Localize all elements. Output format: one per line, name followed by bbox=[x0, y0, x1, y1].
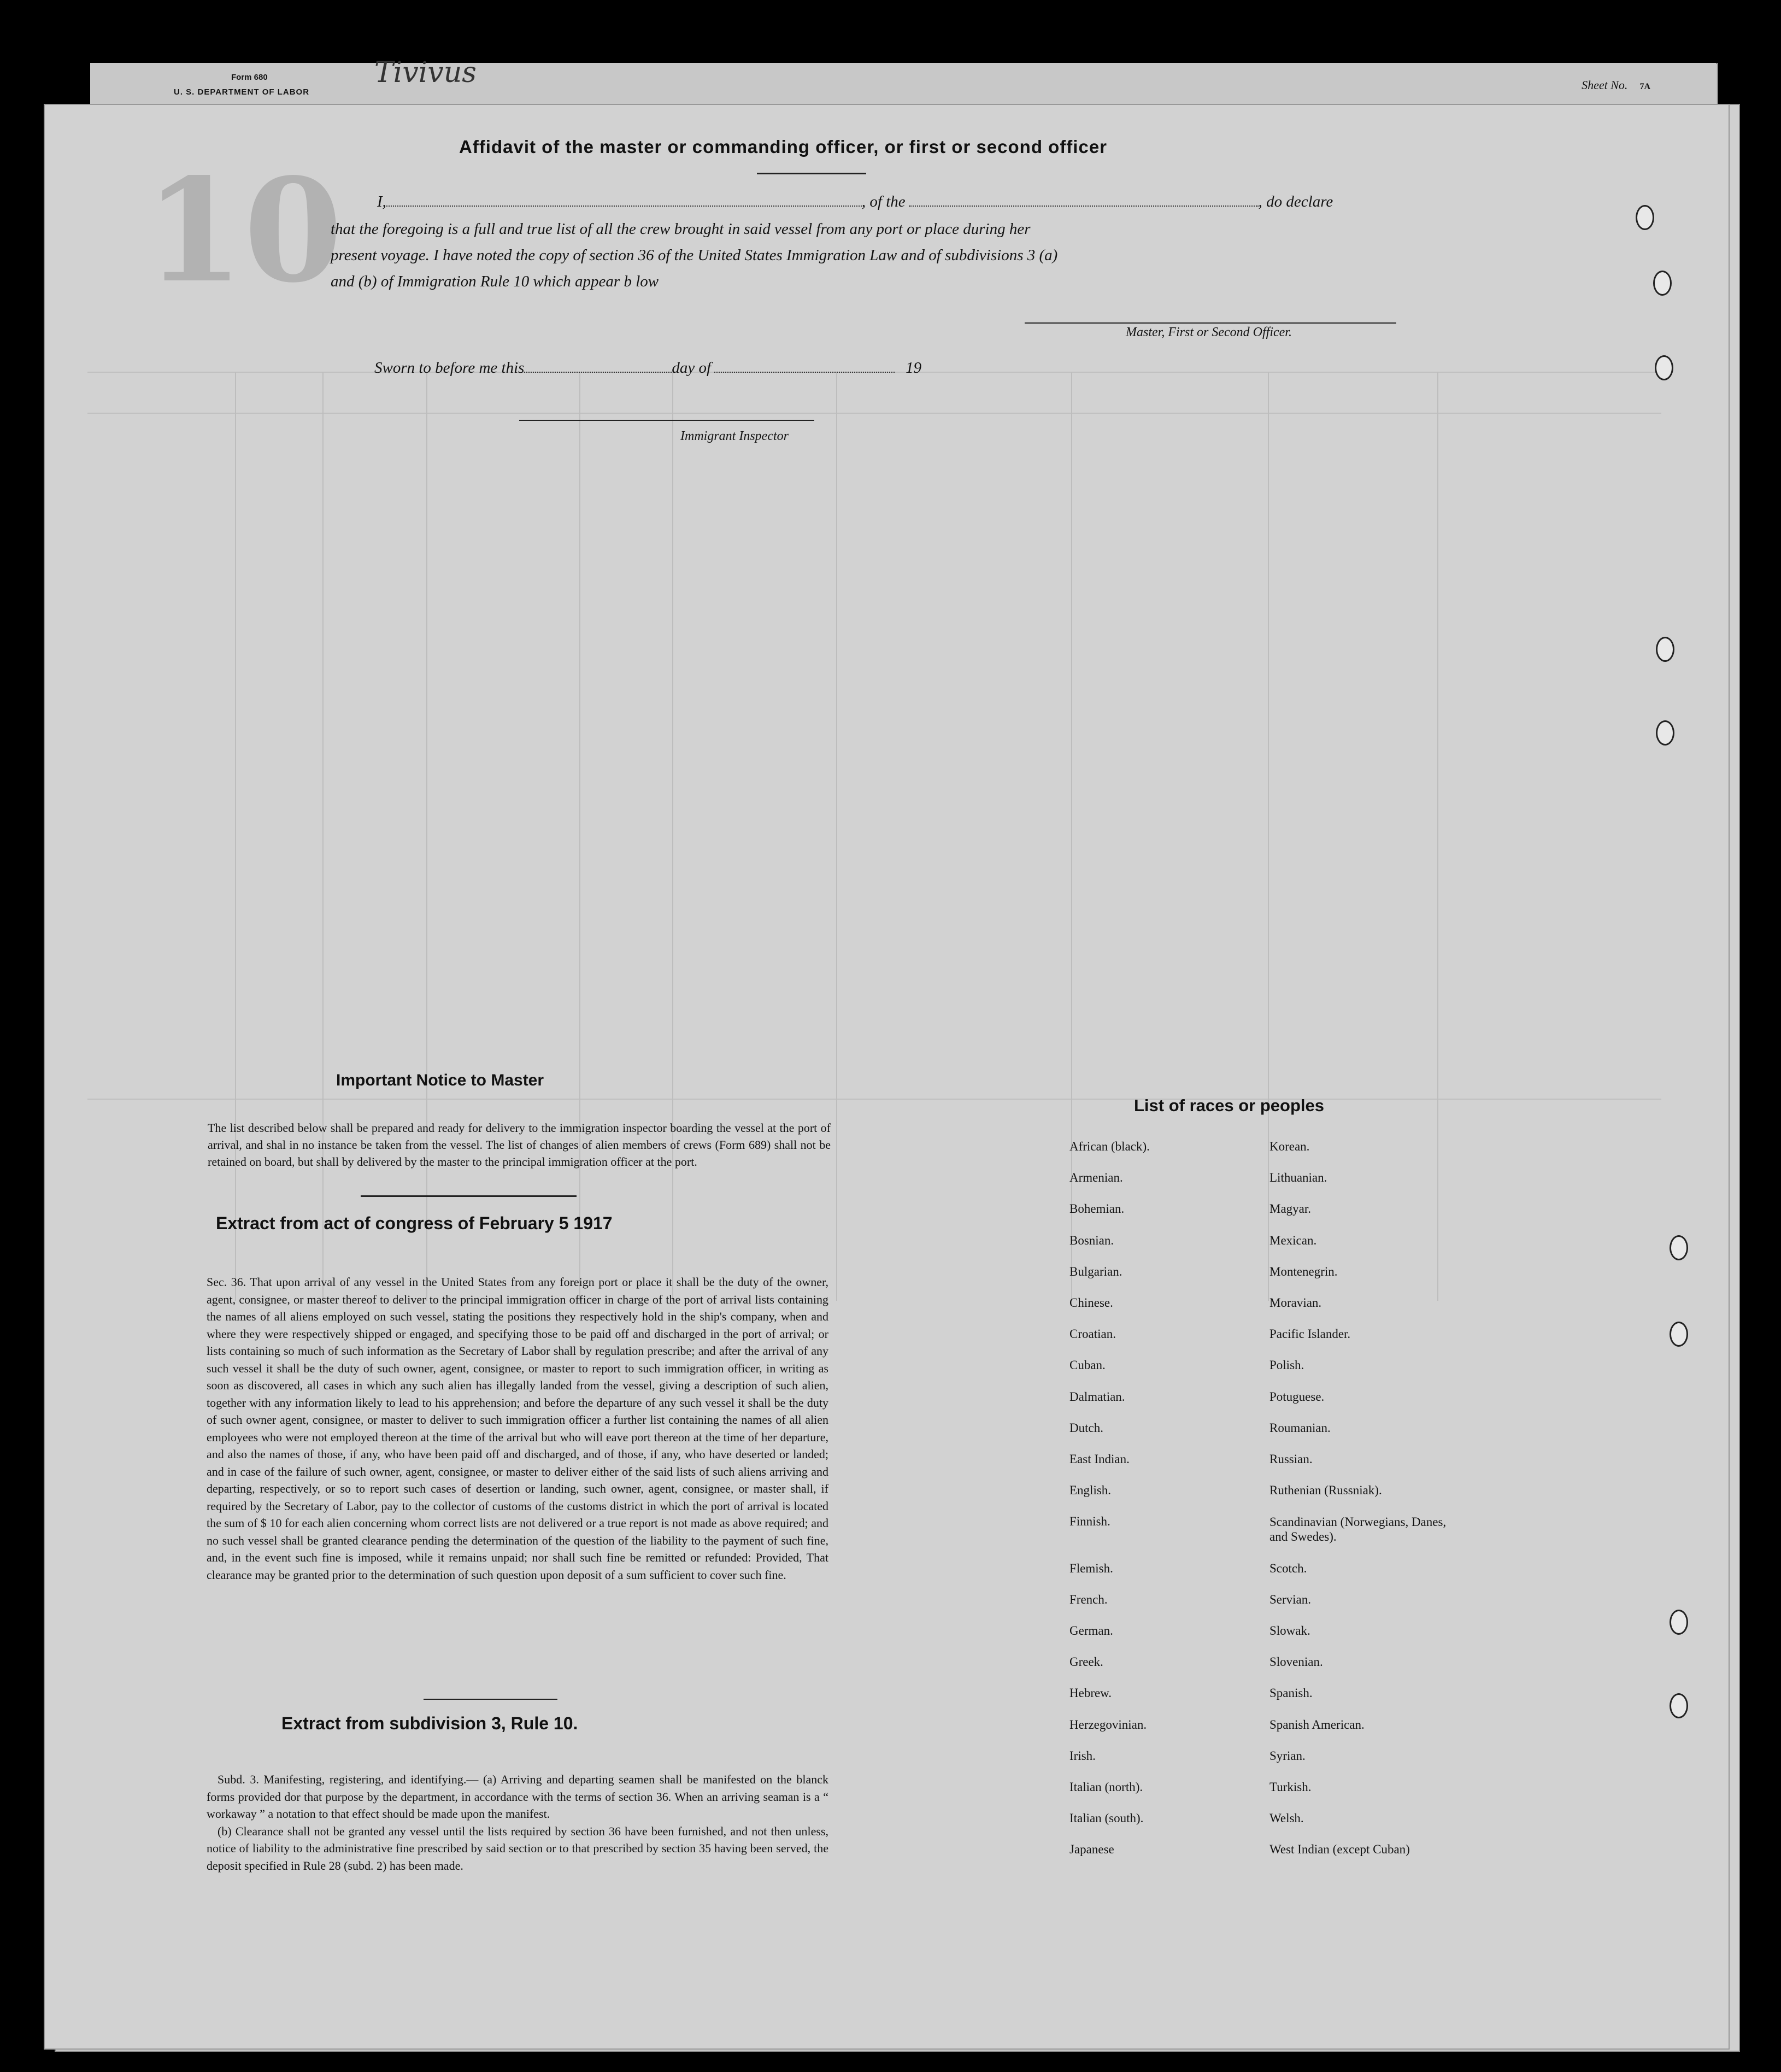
race-item: Hebrew. bbox=[1069, 1686, 1112, 1700]
race-item: Montenegrin. bbox=[1269, 1264, 1338, 1278]
race-item: Bohemian. bbox=[1069, 1202, 1125, 1216]
binder-hole bbox=[1656, 720, 1674, 746]
ghost-grid-line bbox=[1437, 372, 1438, 1301]
affidavit-title: Affidavit of the master or commanding officer, or first or second officer bbox=[459, 137, 1108, 157]
race-item: Finnish. bbox=[1069, 1515, 1110, 1529]
inspector-signature-line bbox=[519, 420, 814, 421]
sworn-line bbox=[374, 359, 921, 377]
ghost-grid-line bbox=[836, 372, 837, 1301]
affidavit-line-1 bbox=[377, 193, 1333, 211]
ghost-grid-line bbox=[1268, 372, 1269, 1301]
sworn-day-blank bbox=[524, 372, 672, 373]
sworn-label: Sworn to before me this bbox=[374, 359, 525, 377]
binder-hole bbox=[1670, 1322, 1688, 1347]
affidavit-declare-label: , do declare bbox=[1258, 193, 1333, 210]
race-item: Slovenian. bbox=[1269, 1655, 1323, 1669]
race-item: Spanish. bbox=[1269, 1686, 1313, 1700]
races-title: List of races or peoples bbox=[1134, 1096, 1324, 1115]
race-item: Polish. bbox=[1269, 1358, 1304, 1372]
sworn-day-of-label: day of bbox=[672, 359, 712, 377]
subdivision-3a: Subd. 3. Manifesting, registering, and identifying.— (a) Arriving and departing seamen shall be manifested on the blanck forms provided dor that purpose by the department, in accordance with the terms of section 36. When an arriving seaman is a “ workaway ” a notation to that effect should be made upon the manifest. bbox=[207, 1772, 828, 1821]
race-item: Irish. bbox=[1069, 1748, 1096, 1763]
race-item: Italian (south). bbox=[1069, 1811, 1144, 1826]
race-item: Armenian. bbox=[1069, 1171, 1123, 1185]
inspector-signature-label: Immigrant Inspector bbox=[680, 429, 789, 443]
race-item: Syrian. bbox=[1269, 1748, 1306, 1763]
master-signature-label: Master, First or Second Officer. bbox=[1126, 325, 1292, 339]
master-signature-line bbox=[1025, 322, 1396, 324]
race-item: Turkish. bbox=[1269, 1780, 1312, 1794]
affidavit-i-label: I, bbox=[377, 193, 386, 210]
ghost-grid-line bbox=[87, 413, 1661, 414]
title-rule bbox=[757, 173, 866, 174]
race-item: Ruthenian (Russniak). bbox=[1269, 1483, 1382, 1498]
sheet-label: Sheet No. bbox=[1582, 78, 1628, 92]
race-item: English. bbox=[1069, 1483, 1112, 1498]
race-item: Dutch. bbox=[1069, 1421, 1103, 1435]
binder-hole bbox=[1656, 637, 1674, 662]
sworn-year-label: 19 bbox=[906, 359, 922, 377]
affidavit-line-2: that the foregoing is a full and true list of all the crew brought in said vessel from any port or place during her bbox=[331, 220, 1031, 238]
master-name-blank bbox=[386, 206, 862, 207]
race-item: Herzegovinian. bbox=[1069, 1717, 1147, 1731]
extract-rule-title: Extract from subdivision 3, Rule 10. bbox=[281, 1713, 578, 1733]
race-item: Korean. bbox=[1269, 1140, 1310, 1153]
race-item: West Indian (except Cuban) bbox=[1269, 1842, 1410, 1857]
binder-hole bbox=[1670, 1693, 1688, 1718]
department-label: U. S. DEPARTMENT OF LABOR bbox=[174, 87, 310, 97]
race-item: Greek. bbox=[1069, 1655, 1103, 1669]
race-item: Roumanian. bbox=[1269, 1421, 1331, 1435]
race-item: Cuban. bbox=[1069, 1358, 1106, 1372]
form-number: Form 680 bbox=[231, 73, 268, 82]
race-item: Chinese. bbox=[1069, 1296, 1113, 1310]
subdivision-3-text bbox=[207, 1771, 828, 1874]
affidavit-line-4: and (b) of Immigration Rule 10 which appear b low bbox=[331, 273, 659, 290]
race-item: Mexican. bbox=[1269, 1233, 1317, 1247]
extract-act-title: Extract from act of congress of February 5 1917 bbox=[216, 1213, 613, 1233]
notice-title: Important Notice to Master bbox=[336, 1071, 544, 1089]
sheet-value: 7A bbox=[1639, 82, 1650, 91]
section-36-text: Sec. 36. That upon arrival of any vessel in the United States from any foreign port or place it shall be the duty of the owner, agent, consignee, or master thereof to deliver to the principal immigration officer in charge of the port of arrival lists containing the names of all aliens employed on such vessel, stating the positions they respectively hold in the ship's company, when and where they were respectively shipped or engaged, and specifying those to be paid off and discharged in the port of arrival; or lists containing so much of such information as the Secretary of Labor shall by regulation prescribe; and after the arrival of any such vessel it shall be the duty of such owner, agent, consignee, or master to report to such immigration officer, in writing as soon as discovered, all cases in which any such alien has illegally landed from the vessel, giving a description of such alien, together with any information likely to lead to his apprehension; and before the departure of any such vessel it shall be the duty of such owner agent, consignee, or master to deliver to such immigration officer a further list containing the names of all alien employees who were not employed thereon at the time of the arrival but who will eave port thereon at the time of her departure, and also the names of those, if any, who have been paid off and discharged, and of those, if any, who have deserted or landed; and in case of the failure of such owner, agent, consignee, or master to deliver either of the said lists of such aliens arriving and departing, respectively, or so to report such cases of desertion or landing, such owner, agent, consignee, or master shall, if required by the Secretary of Labor, pay to the collector of customs of the customs district in which the port of arrival is located the sum of $ 10 for each alien concerning whom correct lists are not delivered or a true report is not made as above required; and no such vessel shall be granted clearance pending the determination of the question of the liability to the payment of such fine, and, in the event such fine is imposed, while it remains unpaid; nor shall such fine be remitted or refunded: Provided, That clearance may be granted prior to the determination of such question upon deposit of a sum sufficient to cover such fine. bbox=[207, 1275, 828, 1582]
race-item: Italian (north). bbox=[1069, 1780, 1143, 1794]
binder-hole bbox=[1653, 271, 1672, 296]
sworn-month-blank bbox=[714, 372, 895, 373]
ghost-grid-line bbox=[87, 1099, 1661, 1100]
race-item: German. bbox=[1069, 1624, 1113, 1637]
binder-hole bbox=[1655, 355, 1673, 380]
affidavit-page bbox=[44, 104, 1730, 2050]
vessel-name-blank bbox=[909, 206, 1259, 207]
binder-hole bbox=[1636, 205, 1654, 230]
race-item: East Indian. bbox=[1069, 1452, 1130, 1466]
notice-body: The list described below shall be prepared and ready for delivery to the immigration inspector boarding the vessel at the port of arrival, and shal in no instance be taken from the vessel. The list of changes of alien members of crews (Form 689) shall not be retained on board, but shall by delivered by the master to the principal immigration officer at the port. bbox=[208, 1121, 831, 1169]
race-item: Spanish American. bbox=[1269, 1717, 1365, 1731]
race-item: French. bbox=[1069, 1592, 1108, 1606]
subdivision-3b: (b) Clearance shall not be granted any vessel until the lists required by section 36 have been furnished, and not then unless, notice of liability to the administrative fine prescribed by said section or to that prescribed by section 35 having been served, the deposit specified in Rule 28 (subd. 2) has been made. bbox=[207, 1824, 828, 1873]
race-item: Potuguese. bbox=[1269, 1389, 1325, 1404]
extract-rule bbox=[424, 1699, 557, 1700]
binder-hole bbox=[1670, 1235, 1688, 1260]
race-item: Magyar. bbox=[1269, 1202, 1312, 1216]
race-item: Croatian. bbox=[1069, 1327, 1116, 1341]
race-item: African (black). bbox=[1069, 1140, 1150, 1153]
race-item: Slowak. bbox=[1269, 1624, 1310, 1637]
race-item: Scotch. bbox=[1269, 1561, 1307, 1575]
underlying-form-header bbox=[90, 56, 1716, 104]
race-item: Bulgarian. bbox=[1069, 1264, 1122, 1278]
race-item: Flemish. bbox=[1069, 1561, 1113, 1575]
race-item: Welsh. bbox=[1269, 1811, 1304, 1826]
race-item: Servian. bbox=[1269, 1592, 1312, 1606]
ghost-page-number: 10 bbox=[145, 148, 343, 314]
race-item: Moravian. bbox=[1269, 1296, 1322, 1310]
ghost-grid-line bbox=[1071, 372, 1072, 1301]
race-item: Russian. bbox=[1269, 1452, 1313, 1466]
race-item: Pacific Islander. bbox=[1269, 1327, 1351, 1341]
race-item: Dalmatian. bbox=[1069, 1389, 1125, 1404]
race-item: Scandinavian (Norwegians, Danes, and Swedes). bbox=[1269, 1515, 1447, 1544]
sheet-number bbox=[1582, 78, 1650, 92]
race-item: Japanese bbox=[1069, 1842, 1114, 1857]
handwritten-name: Tivivus bbox=[374, 56, 477, 89]
race-item: Lithuanian. bbox=[1269, 1171, 1327, 1185]
affidavit-line-3: present voyage. I have noted the copy of section 36 of the United States Immigration Law and of subdivisions 3 (a) bbox=[331, 246, 1058, 264]
race-item: Bosnian. bbox=[1069, 1233, 1114, 1247]
notice-rule bbox=[361, 1195, 577, 1197]
affidavit-of-the-label: , of the bbox=[861, 193, 906, 210]
binder-hole bbox=[1670, 1610, 1688, 1635]
